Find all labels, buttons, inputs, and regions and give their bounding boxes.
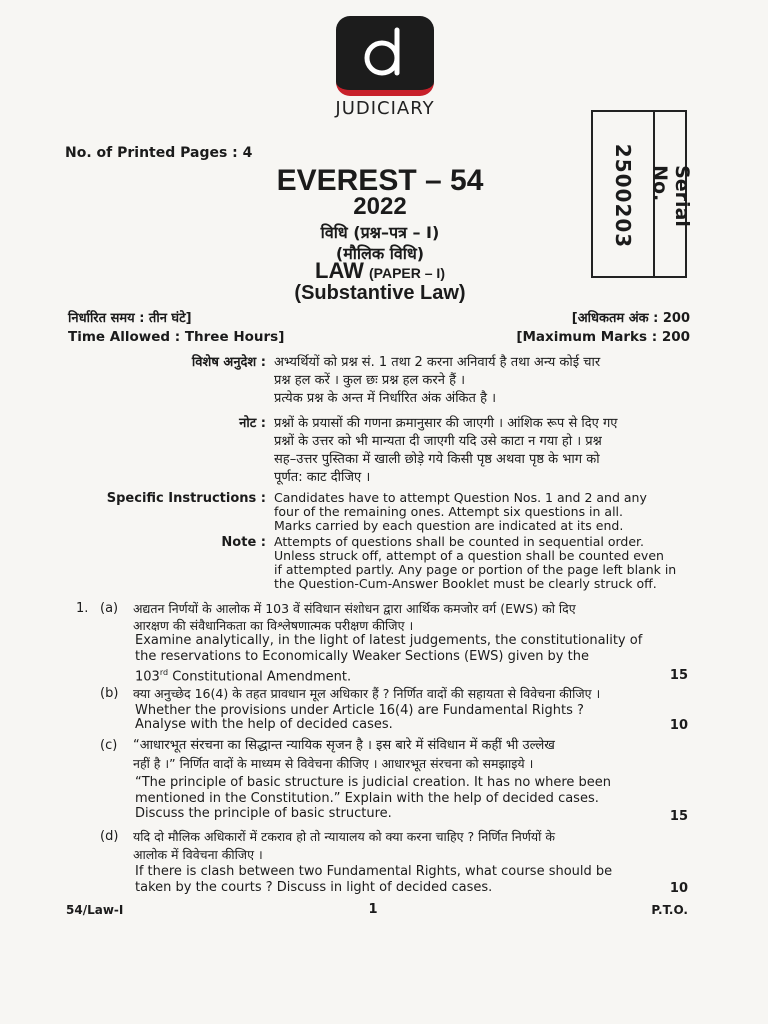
special-line-hi-1: अभ्यर्थियों को प्रश्न सं. 1 तथा 2 करना अनिवार्य है तथा अन्य कोई चार xyxy=(274,355,601,370)
letter-d-icon xyxy=(336,16,434,90)
note-label-hindi: नोट : xyxy=(239,416,266,431)
amendment-ordinal: rd xyxy=(159,668,169,677)
note-line-1: Attempts of questions shall be counted in sequential order. xyxy=(274,534,644,549)
note-label: Note : xyxy=(221,535,266,550)
note-line-2: Unless struck off, attempt of a question shall be counted even xyxy=(274,548,664,563)
part-a-marks: 15 xyxy=(669,668,688,683)
special-line-hi-2: प्रश्न हल करें । कुल छः प्रश्न हल करने हैं । xyxy=(274,373,466,388)
note-line-4: the Question-Cum-Answer Booklet must be clearly struck off. xyxy=(274,576,657,591)
specific-line-2: four of the remaining ones. Attempt six questions in all. xyxy=(274,504,624,519)
question-number: 1. xyxy=(76,601,89,616)
part-d-en-1: If there is clash between two Fundamental Rights, what course should be xyxy=(135,864,613,879)
brand-name: JUDICIARY xyxy=(335,98,435,119)
max-marks: [Maximum Marks : 200 xyxy=(516,329,690,345)
part-a-hi-2: आरक्षण की संवैधानिकता का विश्लेषणात्मक परीक्षण कीजिए । xyxy=(133,618,414,633)
part-c-en-2: mentioned in the Constitution.” Explain with the help of decided cases. xyxy=(135,791,599,806)
part-c-hi-1: “आधारभूत संरचना का सिद्धान्त न्यायिक सृजन है । इस बारे में संविधान में कहीं भी उल्लेख xyxy=(133,738,555,753)
substantive-heading: (Substantive Law) xyxy=(294,282,466,304)
part-d-marks: 10 xyxy=(669,881,688,896)
serial-box xyxy=(591,110,693,278)
part-b-hi-1: क्या अनुच्छेद 16(4) के तहत प्रावधान मूल अधिकार हैं ? निर्णित वादों की सहायता से विवेचना कीजिए । xyxy=(133,686,601,701)
special-line-hi-3: प्रत्येक प्रश्न के अन्त में निर्धारित अंक अंकित है । xyxy=(274,391,497,406)
part-b-label: (b) xyxy=(100,686,119,701)
time-allowed-hindi: निर्धारित समय : तीन घंटे] xyxy=(68,311,192,326)
part-b-en-1: Whether the provisions under Article 16(4) are Fundamental Rights ? xyxy=(135,703,584,718)
part-a-en-3 xyxy=(135,666,351,685)
part-d-hi-1: यदि दो मौलिक अधिकारों में टकराव हो तो न्यायालय को क्या करना चाहिए ? निर्णित निर्णयों के xyxy=(133,829,555,844)
printed-pages: No. of Printed Pages : 4 xyxy=(65,145,253,161)
brand-logo xyxy=(336,16,434,96)
part-a-hi-1: अद्यतन निर्णयों के आलोक में 103 वें संविधान संशोधन द्वारा आर्थिक कमजोर वर्ग (EWS) को दिए xyxy=(133,601,576,616)
serial-number: 2500203 xyxy=(611,143,635,249)
note-line-hi-1: प्रश्नों के प्रयासों की गणना क्रमानुसार की जाएगी । आंशिक रूप से दिए गए xyxy=(274,416,618,431)
part-c-en-3: Discuss the principle of basic structure. xyxy=(135,806,392,821)
serial-label: Serial No. xyxy=(649,165,693,227)
part-d-label: (d) xyxy=(100,829,119,844)
part-c-marks: 15 xyxy=(669,809,688,824)
specific-line-1: Candidates have to attempt Question Nos. 1 and 2 and any xyxy=(274,490,647,505)
part-c-en-1: “The principle of basic structure is judicial creation. It has no where been xyxy=(135,775,612,790)
max-marks-hindi: [अधिकतम अंक : 200 xyxy=(571,311,690,326)
specific-instructions-label: Specific Instructions : xyxy=(106,491,266,506)
part-c-hi-2: नहीं है ।” निर्णित वादों के माध्यम से विवेचना कीजिए । आधारभूत संरचना को समझाइये । xyxy=(133,756,534,771)
amendment-number: 103 xyxy=(135,669,160,685)
part-d-hi-2: आलोक में विवेचना कीजिए । xyxy=(133,847,263,862)
special-instructions-label-hindi: विशेष अनुदेश : xyxy=(191,355,266,370)
page-number: 1 xyxy=(368,902,378,917)
subtitle-hindi: (मौलिक विधि) xyxy=(335,244,425,263)
part-c-label: (c) xyxy=(100,738,118,753)
part-b-en-2: Analyse with the help of decided cases. xyxy=(135,717,393,732)
part-a-en-1: Examine analytically, in the light of latest judgements, the constitutionality of xyxy=(135,633,643,648)
amendment-text: Constitutional Amendment. xyxy=(168,669,352,685)
note-line-hi-2: प्रश्नों के उत्तर को भी मान्यता दी जाएगी यदि उसे काटा न गया हो । प्रश्न xyxy=(274,434,602,449)
paper-code: 54/Law-I xyxy=(66,903,124,917)
part-a-en-2: the reservations to Economically Weaker Sections (EWS) given by the xyxy=(135,649,589,664)
part-a-label: (a) xyxy=(100,601,119,616)
note-line-hi-3: सह–उत्तर पुस्तिका में खाली छोड़े गये किसी पृष्ठ अथवा पृष्ठ के भाग को xyxy=(274,452,600,467)
part-d-en-2: taken by the courts ? Discuss in light of decided cases. xyxy=(135,880,493,895)
paper-title: EVEREST – 54 xyxy=(276,164,484,197)
law-heading xyxy=(240,258,520,284)
part-b-marks: 10 xyxy=(669,718,688,733)
subject-hindi: विधि (प्रश्न–पत्र – I) xyxy=(320,223,440,242)
law-label: LAW xyxy=(315,258,364,283)
paper-year: 2022 xyxy=(353,193,407,220)
paper-label: (PAPER – I) xyxy=(369,265,445,281)
pto-label: P.T.O. xyxy=(651,903,688,917)
time-allowed: Time Allowed : Three Hours] xyxy=(68,329,285,345)
specific-line-3: Marks carried by each question are indicated at its end. xyxy=(274,518,624,533)
note-line-3: if attempted partly. Any page or portion of the page left blank in xyxy=(274,562,677,577)
note-line-hi-4: पूर्णत: काट दीजिए । xyxy=(274,470,371,485)
